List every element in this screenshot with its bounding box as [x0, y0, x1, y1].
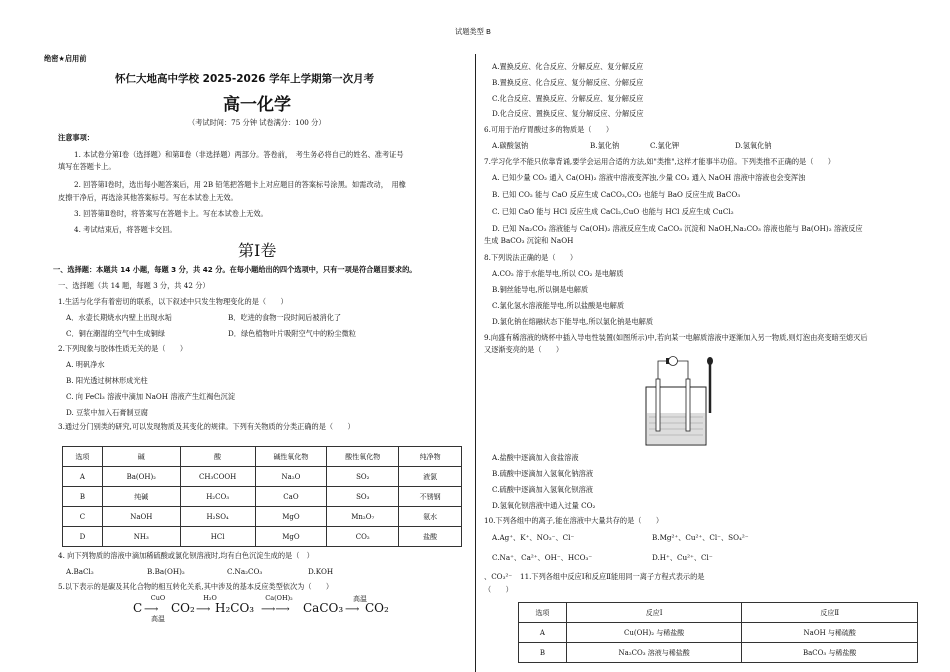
q4-option-a: A.BaCl₂	[66, 567, 94, 576]
q6-option-c: C.氯化钾	[650, 141, 680, 150]
q3-stem: 3.通过分门别类的研究,可以发现物质及其变化的规律。下列有关物质的分类正确的是（ ）	[58, 422, 355, 431]
q7-option-d-cont: 生成 BaCO₃ 沉淀和 NaOH	[484, 236, 574, 245]
table-row	[519, 643, 918, 663]
q1-option-a: A．水壶长期烧水内壁上出现水垢	[66, 313, 172, 322]
eq-species: CO₂	[171, 601, 195, 615]
q2-option-d: D. 豆浆中加入石膏制豆腐	[66, 408, 148, 417]
table-row	[519, 623, 918, 643]
subject-title: 高一化学	[223, 95, 291, 115]
eq-arrow-top: Ca(OH)₂	[265, 594, 293, 602]
table-cell: CH₃COOH	[180, 467, 255, 487]
exam-type: 试题类型 B	[455, 27, 491, 36]
q9-stem-cont: 又逐渐变亮的是（ ）	[484, 345, 564, 354]
q10-stem: 10.下列各组中的离子,能在溶液中大量共存的是（ ）	[484, 516, 664, 525]
q5-stem: 5.以下表示的是碳及其化合物的相互转化关系,其中涉及的基本反应类型依次为（ ）	[58, 582, 334, 591]
table-header-cell: 酸	[180, 447, 255, 467]
q5-equation	[133, 594, 463, 626]
q4-option-d: D.KOH	[308, 567, 334, 576]
table-cell: Ba(OH)₂	[102, 467, 180, 487]
q6-stem: 6.可用于治疗胃酸过多的物质是（ ）	[484, 125, 614, 134]
q6-option-d: D.氢氧化钠	[735, 141, 772, 150]
q1-option-c: C．铜在潮湿的空气中生成铜绿	[66, 329, 165, 338]
q4-stem: 4. 向下列物质的溶液中滴加稀硫酸或氯化钡溶液时,均有白色沉淀生成的是（ ）	[58, 551, 314, 560]
q10-option-d: D.H⁺、Cu²⁺、Cl⁻	[652, 553, 713, 562]
q11-paren: （ ）	[484, 585, 513, 594]
table-cell: MgO	[255, 527, 327, 547]
eq-species: H₂CO₃	[215, 601, 255, 615]
table-cell: MgO	[255, 507, 327, 527]
table-header-cell: 酸性氧化物	[327, 447, 399, 467]
section-instruction: 一、选择题：本题共 14 小题，每题 3 分，共 42 分。在每小题给出的四个选项中，只有一项是符合题目要求的。	[53, 265, 417, 274]
q2-stem: 2.下列现象与胶体性质无关的是（ ）	[58, 344, 188, 353]
table-cell: SO₂	[327, 467, 399, 487]
table-header-row	[63, 447, 462, 467]
note-line: 2. 回答第Ⅰ卷时，选出每小题答案后，用 2B 铅笔把答题卡上对应题目的答案标号涂黑。如需改动， 用橡	[74, 180, 406, 189]
q9-option-d: D.氢氧化钡溶液中通入过量 CO₂	[492, 501, 596, 510]
q11-table	[518, 602, 918, 663]
table-cell: HCl	[180, 527, 255, 547]
exam-info: （考试时间：75 分钟 试卷满分：100 分）	[188, 118, 326, 127]
eq-arrow-bottom: 高温	[151, 615, 165, 623]
eq-species: CaCO₃	[303, 601, 344, 615]
table-cell: B	[63, 487, 103, 507]
table-cell: H₂SO₄	[180, 507, 255, 527]
table-cell: 不锈钢	[399, 487, 462, 507]
q5-option-b: B.置换反应、化合反应、复分解反应、分解反应	[492, 78, 644, 87]
q8-option-a: A.CO₂ 溶于水能导电,所以 CO₂ 是电解质	[492, 269, 624, 278]
eq-arrow-top: H₂O	[203, 594, 217, 602]
q5-option-c: C.化合反应、置换反应、分解反应、复分解反应	[492, 94, 644, 103]
battery-icon	[666, 358, 669, 364]
reaction-arrow-icon: ⟶	[144, 604, 159, 615]
q9-stem: 9.向盛有稀溶液的烧杯中插入导电性装置(如图所示)中,若向某一电解质溶液中逐渐加入另一物质,则灯泡由亮变暗至熄灭后	[484, 333, 868, 342]
table-header-cell: 碱	[102, 447, 180, 467]
q5-option-d: D.化合反应、置换反应、复分解反应、分解反应	[492, 109, 644, 118]
eq-arrow-top: 高温	[353, 595, 367, 603]
q5-option-a: A.置换反应、化合反应、分解反应、复分解反应	[492, 62, 644, 71]
table-row	[63, 527, 462, 547]
q6-option-b: B.氯化钠	[590, 141, 620, 150]
table-header-cell: 反应Ⅰ	[566, 603, 742, 623]
conductivity-apparatus	[640, 353, 730, 448]
section-sub: 一、选择题（共 14 题，每题 3 分，共 42 分）	[58, 281, 210, 290]
table-cell: CO₂	[327, 527, 399, 547]
q7-option-d: D. 已知 Na₂CO₃ 溶液能与 Ca(OH)₂ 溶液反应生成 CaCO₃ 沉淀和 NaOH,Na₂CO₃ 溶液也能与 Ba(OH)₂ 溶液反应	[492, 224, 863, 233]
electrode-right	[686, 379, 690, 431]
eq-arrow-top: CuO	[150, 594, 166, 602]
table-cell: Cu(OH)₂ 与稀盐酸	[566, 623, 742, 643]
q2-option-c: C. 向 FeCl₃ 溶液中滴加 NaOH 溶液产生红褐色沉淀	[66, 392, 236, 401]
table-cell: 氨水	[399, 507, 462, 527]
q8-option-b: B.铜丝能导电,所以铜是电解质	[492, 285, 589, 294]
table-cell: C	[63, 507, 103, 527]
table-header-cell: 选项	[519, 603, 567, 623]
school-title: 怀仁大地高中学校 2025-2026 学年上学期第一次月考	[115, 73, 375, 85]
q8-option-d: D.氯化钠在熔融状态下能导电,所以氯化钠是电解质	[492, 317, 654, 326]
q7-stem: 7.学习化学不能只依靠背诵,要学会运用合适的方法,如"类推",这样才能事半功倍。下列类推不正确的是（ ）	[484, 157, 835, 166]
table-cell: 液氯	[399, 467, 462, 487]
q1-stem: 1.生活与化学有着密切的联系，以下叙述中只发生物理变化的是（ ）	[58, 297, 288, 306]
table-cell: H₂CO₃	[180, 487, 255, 507]
q1-option-d: D．绿色植物叶片吸附空气中的粉尘微粒	[228, 329, 356, 338]
reaction-arrow-icon: ⟶	[196, 604, 211, 615]
note-line: 皮擦干净后，再选涂其他答案标号。写在本试卷上无效。	[58, 193, 238, 202]
q7-option-b: B. 已知 CO₂ 能与 CaO 反应生成 CaCO₃,CO₂ 也能与 BaO 反应生成 BaCO₃	[492, 190, 741, 199]
table-row	[63, 487, 462, 507]
table-cell: BaCO₃ 与稀盐酸	[742, 643, 918, 663]
note-line: 3. 回答第Ⅱ卷时，将答案写在答题卡上。写在本试卷上无效。	[74, 209, 268, 218]
q8-option-c: C.氯化氢水溶液能导电,所以盐酸是电解质	[492, 301, 625, 310]
table-cell: A	[63, 467, 103, 487]
q9-option-c: C.硫酸中逐滴加入氢氧化钡溶液	[492, 485, 593, 494]
note-line: 1. 本试卷分第Ⅰ卷（选择题）和第Ⅱ卷（非选择题）两部分。答卷前， 考生务必将自己的姓名、准考证号	[74, 150, 404, 159]
q10-option-d-cont: 、CO₃²⁻	[484, 572, 513, 581]
q4-option-b: B.Ba(OH)₂	[147, 567, 185, 576]
table-cell: CaO	[255, 487, 327, 507]
table-row	[63, 507, 462, 527]
table-row	[63, 467, 462, 487]
note-line: 填写在答题卡上。	[58, 162, 116, 171]
q9-option-a: A.盐酸中逐滴加入食盐溶液	[492, 453, 579, 462]
q1-option-b: B．吃进的食物一段时间后被消化了	[228, 313, 342, 322]
eq-species: C	[133, 601, 143, 615]
reaction-arrow-icon: ⟶⟶	[261, 604, 290, 615]
table-cell: NaOH	[102, 507, 180, 527]
q6-option-a: A.碳酸氢钠	[492, 141, 529, 150]
q7-option-c: C. 已知 CaO 能与 HCl 反应生成 CaCl₂,CuO 也能与 HCl 反应生成 CuCl₂	[492, 207, 734, 216]
table-cell: NaOH 与稀硫酸	[742, 623, 918, 643]
q8-stem: 8.下列说法正确的是（ ）	[484, 253, 578, 262]
table-header-cell: 反应Ⅱ	[742, 603, 918, 623]
q3-table	[62, 446, 462, 547]
column-divider	[475, 54, 476, 672]
table-cell: B	[519, 643, 567, 663]
table-header-cell: 纯净物	[399, 447, 462, 467]
q2-option-a: A. 明矾净水	[66, 360, 105, 369]
reaction-arrow-icon: ⟶	[345, 604, 360, 615]
table-header-row	[519, 603, 918, 623]
q10-option-a: A.Ag⁺、K⁺、NO₃⁻、Cl⁻	[492, 533, 575, 542]
q10-option-c: C.Na⁺、Ca²⁺、OH⁻、HCO₃⁻	[492, 553, 593, 562]
table-cell: NH₃	[102, 527, 180, 547]
notes-title: 注意事项：	[58, 133, 94, 142]
table-cell: D	[63, 527, 103, 547]
q10-option-b: B.Mg²⁺、Cu²⁺、Cl⁻、SO₄²⁻	[652, 533, 749, 542]
q4-option-c: C.Na₂CO₃	[227, 567, 263, 576]
section-title: 第Ⅰ卷	[238, 241, 277, 260]
q11-stem: 11.下列各组中反应Ⅰ和反应Ⅱ能用同一离子方程式表示的是	[520, 572, 705, 581]
table-cell: SO₃	[327, 487, 399, 507]
dropper-bulb	[707, 357, 713, 365]
table-cell: Na₂O	[255, 467, 327, 487]
table-cell: Mn₂O₇	[327, 507, 399, 527]
electrode-left	[656, 379, 660, 431]
q7-option-a: A. 已知少量 CO₂ 通入 Ca(OH)₂ 溶液中溶液变浑浊,少量 CO₂ 通入 NaOH 溶液中溶液也会变浑浊	[492, 173, 806, 182]
table-cell: Na₂CO₃ 溶液与稀盐酸	[566, 643, 742, 663]
table-cell: A	[519, 623, 567, 643]
note-line: 4. 考试结束后，将答题卡交回。	[74, 225, 177, 234]
table-header-cell: 碱性氧化物	[255, 447, 327, 467]
table-header-cell: 选项	[63, 447, 103, 467]
eq-species: CO₂	[365, 601, 389, 615]
secret-mark: 绝密★启用前	[44, 54, 87, 63]
bulb-icon	[669, 357, 678, 366]
table-cell: 纯碱	[102, 487, 180, 507]
table-cell: 盐酸	[399, 527, 462, 547]
q2-option-b: B. 阳光透过树林形成光柱	[66, 376, 148, 385]
q9-option-b: B.硫酸中逐滴加入氢氧化钠溶液	[492, 469, 594, 478]
